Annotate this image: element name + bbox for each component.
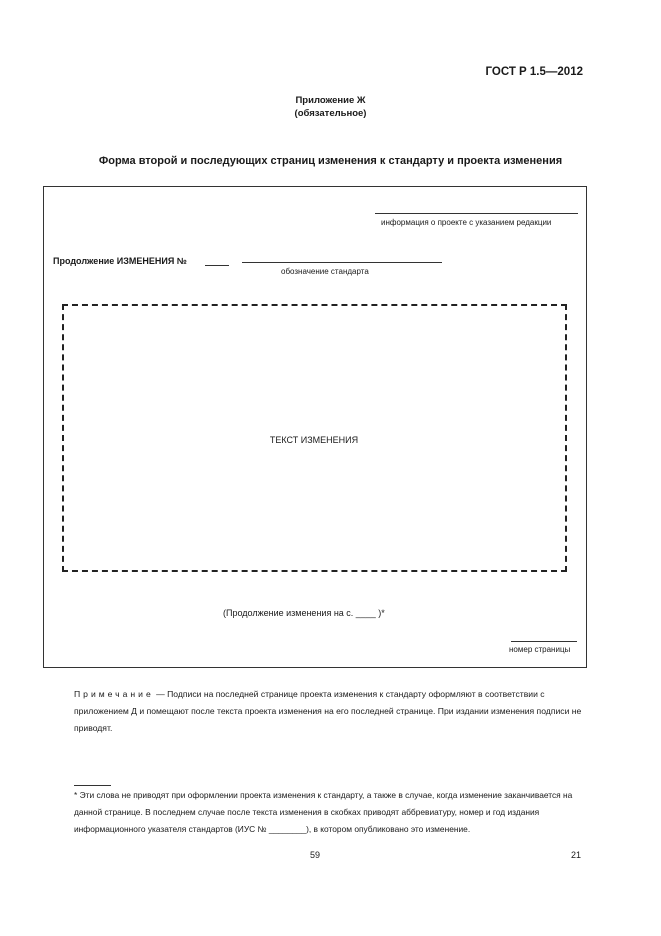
standard-designation: ГОСТ Р 1.5—2012: [485, 66, 583, 78]
note-label: Примечание: [74, 689, 154, 699]
change-number-blank: [205, 265, 229, 266]
note-text: — Подписи на последней странице проекта изменения к стандарту оформляют в соответствии с приложением Д и помещают после текста проекта изменения на его последней странице. При издании изменения подписи не приводят.: [74, 689, 582, 733]
project-info-line: [375, 213, 578, 214]
standard-designation-line: [242, 262, 442, 263]
appendix-title: Приложение Ж: [295, 95, 366, 106]
form-title: Форма второй и последующих страниц изменения к стандарту и проекта изменения: [98, 155, 563, 167]
page-number-caption: номер страницы: [509, 645, 571, 654]
page-number-left: 59: [310, 850, 321, 860]
continuation-page-note: (Продолжение изменения на с. ____ )*: [223, 608, 385, 618]
continuation-label: Продолжение ИЗМЕНЕНИЯ №: [53, 256, 187, 266]
footnote-rule: [74, 785, 111, 786]
appendix-status: (обязательное): [294, 108, 367, 119]
page-number-right: 21: [571, 850, 582, 860]
change-text-placeholder: ТЕКСТ ИЗМЕНЕНИЯ: [269, 435, 359, 445]
project-info-caption: информация о проекте с указанием редакции: [381, 218, 552, 227]
page-number-line: [511, 641, 577, 642]
standard-caption: обозначение стандарта: [281, 267, 369, 276]
footnote: * Эти слова не приводят при оформлении проекта изменения к стандарту, а также в случае, когда изменение заканчивается на данной странице. В последнем случае после текста изменения в скобках приводят аббревиатуру, номер и год издания информационного указателя стандартов (ИУС № ________), в котором опубликовано это изменение.: [74, 790, 573, 834]
note-paragraph: [74, 686, 582, 737]
